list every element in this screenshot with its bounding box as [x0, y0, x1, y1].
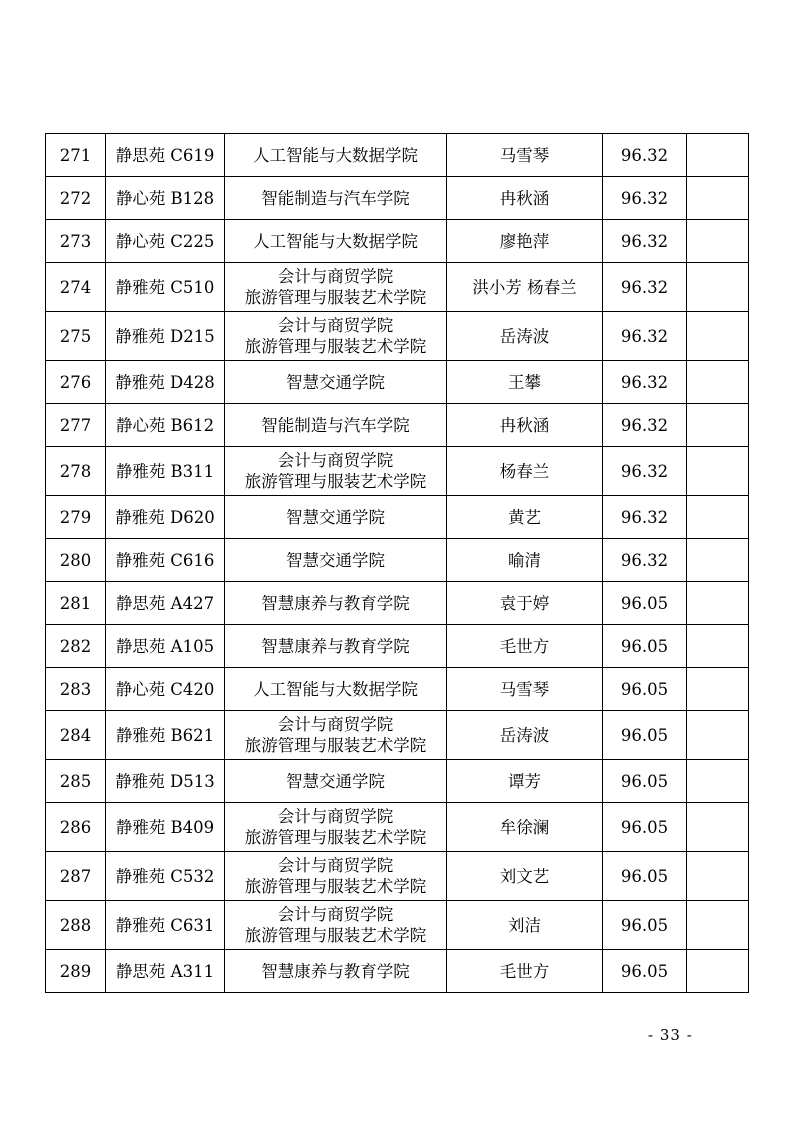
score-cell: 96.32: [603, 539, 687, 582]
remark-cell: [687, 177, 749, 220]
score-cell: 96.32: [603, 312, 687, 361]
college-cell: [225, 404, 447, 447]
dorm-room-cell: 静雅苑 B409: [106, 803, 225, 852]
college-line: 会计与商贸学院: [277, 267, 394, 286]
row-number-cell: 282: [46, 625, 106, 668]
student-name-cell: 刘文艺: [447, 852, 603, 901]
college-line: 智慧交通学院: [286, 771, 385, 791]
dorm-room-cell: 静心苑 C225: [106, 220, 225, 263]
score-cell: 96.32: [603, 263, 687, 312]
college-line: 智慧康养与教育学院: [261, 593, 410, 613]
college-cell: [225, 852, 447, 901]
score-cell: 96.32: [603, 220, 687, 263]
dorm-room-cell: 静思苑 A427: [106, 582, 225, 625]
row-number-cell: 279: [46, 496, 106, 539]
student-name-cell: 杨春兰: [447, 447, 603, 496]
row-number-cell: 274: [46, 263, 106, 312]
score-cell: 96.05: [603, 582, 687, 625]
college-line: 旅游管理与服装艺术学院: [244, 828, 427, 847]
remark-cell: [687, 220, 749, 263]
remark-cell: [687, 625, 749, 668]
student-name-cell: 冉秋涵: [447, 177, 603, 220]
row-number-cell: 276: [46, 361, 106, 404]
college-line: 人工智能与大数据学院: [253, 679, 418, 699]
row-number-cell: 272: [46, 177, 106, 220]
student-name-cell: 廖艳萍: [447, 220, 603, 263]
table-row: [46, 803, 749, 852]
row-number-cell: 288: [46, 901, 106, 950]
remark-cell: [687, 852, 749, 901]
dorm-room-cell: 静心苑 B128: [106, 177, 225, 220]
remark-cell: [687, 447, 749, 496]
college-cell: [225, 760, 447, 803]
college-cell: [225, 263, 447, 312]
student-name-cell: 喻清: [447, 539, 603, 582]
college-cell: [225, 496, 447, 539]
dorm-room-cell: 静雅苑 D620: [106, 496, 225, 539]
college-cell: [225, 447, 447, 496]
table-row: [46, 404, 749, 447]
table-row: [46, 447, 749, 496]
college-line: 人工智能与大数据学院: [253, 145, 418, 165]
dorm-room-cell: 静雅苑 B621: [106, 711, 225, 760]
student-name-cell: 黄艺: [447, 496, 603, 539]
remark-cell: [687, 711, 749, 760]
row-number-cell: 278: [46, 447, 106, 496]
college-line: 智能制造与汽车学院: [261, 188, 410, 208]
score-cell: 96.05: [603, 950, 687, 993]
dorm-room-cell: 静雅苑 C532: [106, 852, 225, 901]
dorm-room-cell: 静雅苑 C510: [106, 263, 225, 312]
remark-cell: [687, 803, 749, 852]
dorm-room-cell: 静雅苑 C631: [106, 901, 225, 950]
remark-cell: [687, 760, 749, 803]
college-line: 会计与商贸学院: [277, 451, 394, 470]
college-cell: [225, 312, 447, 361]
table-row: [46, 582, 749, 625]
student-name-cell: 岳涛波: [447, 711, 603, 760]
student-name-cell: 毛世方: [447, 625, 603, 668]
college-cell: [225, 803, 447, 852]
remark-cell: [687, 263, 749, 312]
table-row: [46, 496, 749, 539]
page-number: - 33 -: [648, 1026, 693, 1044]
college-line: 旅游管理与服装艺术学院: [244, 736, 427, 755]
dorm-room-cell: 静雅苑 D428: [106, 361, 225, 404]
table-row: [46, 711, 749, 760]
college-cell: [225, 220, 447, 263]
dorm-room-cell: 静思苑 A105: [106, 625, 225, 668]
score-cell: 96.05: [603, 711, 687, 760]
table-row: [46, 361, 749, 404]
student-name-cell: 毛世方: [447, 950, 603, 993]
score-cell: 96.32: [603, 447, 687, 496]
remark-cell: [687, 361, 749, 404]
college-cell: [225, 668, 447, 711]
table-row: [46, 177, 749, 220]
college-line: 智慧康养与教育学院: [261, 636, 410, 656]
college-line: 旅游管理与服装艺术学院: [244, 337, 427, 356]
college-cell: [225, 361, 447, 404]
dorm-room-cell: 静心苑 B612: [106, 404, 225, 447]
row-number-cell: 277: [46, 404, 106, 447]
student-name-cell: 岳涛波: [447, 312, 603, 361]
row-number-cell: 285: [46, 760, 106, 803]
college-cell: [225, 901, 447, 950]
student-name-cell: 冉秋涵: [447, 404, 603, 447]
table-row: [46, 950, 749, 993]
college-line: 智慧交通学院: [286, 550, 385, 570]
college-line: 会计与商贸学院: [277, 807, 394, 826]
student-name-cell: 洪小芳 杨春兰: [447, 263, 603, 312]
table-row: [46, 760, 749, 803]
table-row: [46, 220, 749, 263]
college-line: 智慧交通学院: [286, 372, 385, 392]
remark-cell: [687, 901, 749, 950]
college-cell: [225, 582, 447, 625]
college-line: 智慧康养与教育学院: [261, 961, 410, 981]
college-line: 会计与商贸学院: [277, 316, 394, 335]
dorm-room-cell: 静思苑 C619: [106, 134, 225, 177]
table-row: [46, 263, 749, 312]
table-row: [46, 312, 749, 361]
college-line: 旅游管理与服装艺术学院: [244, 288, 427, 307]
college-line: 旅游管理与服装艺术学院: [244, 926, 427, 945]
college-line: 旅游管理与服装艺术学院: [244, 877, 427, 896]
college-line: 人工智能与大数据学院: [253, 231, 418, 251]
college-line: 会计与商贸学院: [277, 856, 394, 875]
remark-cell: [687, 404, 749, 447]
row-number-cell: 286: [46, 803, 106, 852]
table-body: [46, 134, 749, 993]
college-line: 会计与商贸学院: [277, 715, 394, 734]
dorm-room-cell: 静雅苑 C616: [106, 539, 225, 582]
row-number-cell: 284: [46, 711, 106, 760]
college-cell: [225, 625, 447, 668]
row-number-cell: 289: [46, 950, 106, 993]
score-cell: 96.32: [603, 404, 687, 447]
score-cell: 96.05: [603, 760, 687, 803]
student-name-cell: 王攀: [447, 361, 603, 404]
score-cell: 96.32: [603, 361, 687, 404]
table-row: [46, 852, 749, 901]
row-number-cell: 287: [46, 852, 106, 901]
table-row: [46, 625, 749, 668]
college-line: 会计与商贸学院: [277, 905, 394, 924]
remark-cell: [687, 539, 749, 582]
student-name-cell: 袁于婷: [447, 582, 603, 625]
row-number-cell: 271: [46, 134, 106, 177]
dorm-room-cell: 静雅苑 D215: [106, 312, 225, 361]
score-cell: 96.32: [603, 177, 687, 220]
college-cell: [225, 711, 447, 760]
dorm-room-cell: 静心苑 C420: [106, 668, 225, 711]
table-row: [46, 539, 749, 582]
dorm-room-cell: 静雅苑 D513: [106, 760, 225, 803]
row-number-cell: 283: [46, 668, 106, 711]
score-cell: 96.05: [603, 852, 687, 901]
row-number-cell: 281: [46, 582, 106, 625]
college-cell: [225, 177, 447, 220]
college-cell: [225, 134, 447, 177]
score-cell: 96.32: [603, 496, 687, 539]
student-name-cell: 刘洁: [447, 901, 603, 950]
remark-cell: [687, 496, 749, 539]
score-cell: 96.05: [603, 803, 687, 852]
student-name-cell: 马雪琴: [447, 134, 603, 177]
dormitory-score-table: [45, 133, 749, 993]
college-line: 智慧交通学院: [286, 507, 385, 527]
college-line: 智能制造与汽车学院: [261, 415, 410, 435]
row-number-cell: 275: [46, 312, 106, 361]
remark-cell: [687, 950, 749, 993]
score-cell: 96.05: [603, 668, 687, 711]
score-cell: 96.32: [603, 134, 687, 177]
college-cell: [225, 950, 447, 993]
dorm-room-cell: 静思苑 A311: [106, 950, 225, 993]
row-number-cell: 280: [46, 539, 106, 582]
table-row: [46, 668, 749, 711]
table-row: [46, 134, 749, 177]
score-cell: 96.05: [603, 901, 687, 950]
student-name-cell: 谭芳: [447, 760, 603, 803]
remark-cell: [687, 668, 749, 711]
college-line: 旅游管理与服装艺术学院: [244, 472, 427, 491]
remark-cell: [687, 582, 749, 625]
table-row: [46, 901, 749, 950]
student-name-cell: 牟徐澜: [447, 803, 603, 852]
score-cell: 96.05: [603, 625, 687, 668]
student-name-cell: 马雪琴: [447, 668, 603, 711]
dorm-room-cell: 静雅苑 B311: [106, 447, 225, 496]
remark-cell: [687, 134, 749, 177]
college-cell: [225, 539, 447, 582]
row-number-cell: 273: [46, 220, 106, 263]
remark-cell: [687, 312, 749, 361]
